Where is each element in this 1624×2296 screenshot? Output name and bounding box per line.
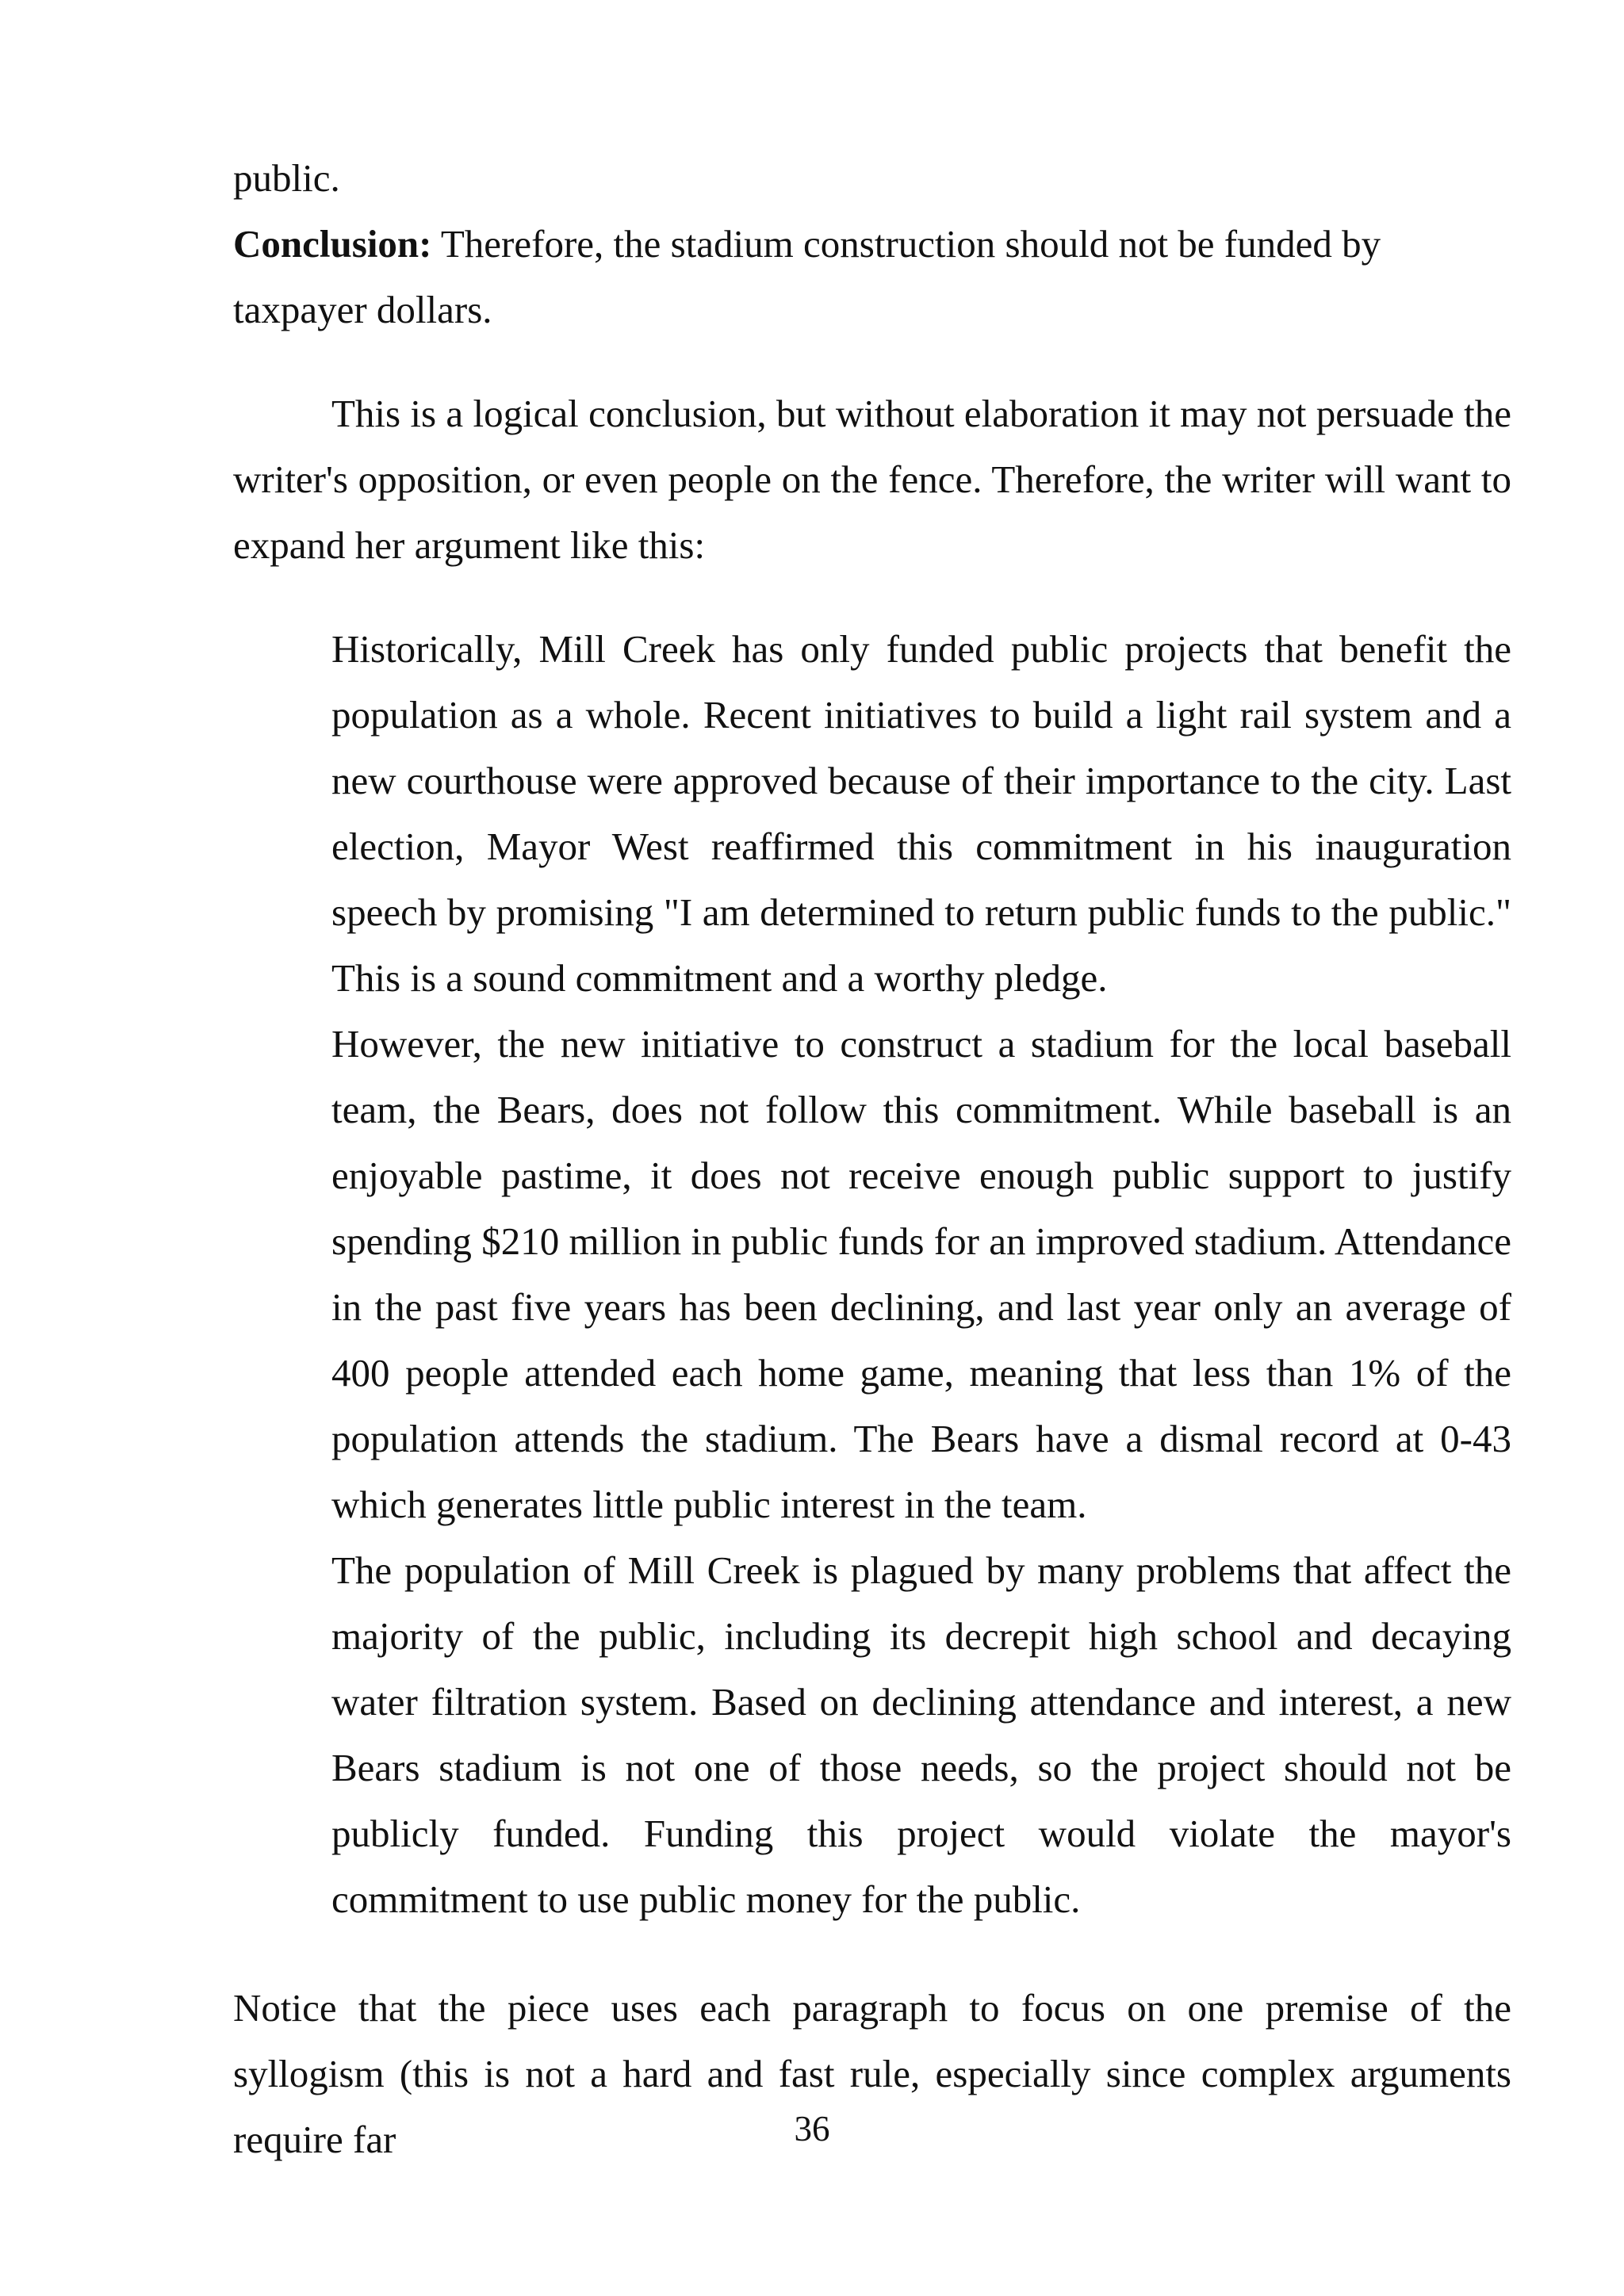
block-quote: [331, 616, 1511, 1932]
notice-paragraph: Notice that the piece uses each paragraph to focus on one premise of the syllogism (this is not a hard and fast rule, especially since complex arguments require far: [233, 1986, 1511, 2161]
quote-paragraph-stadium: However, the new initiative to construct a stadium for the local baseball team, the Bears, does not follow this commitment. While baseball is an enjoyable pastime, it does not receive enough public support to justify spending $210 million in public funds for an improved stadium. Attendance in the past five years has been declining, and last year only an average of 400 people attended each home game, meaning that less than 1% of the population attends the stadium. The Bears have a dismal record at 0-43 which generates little public interest in the team.: [331, 1022, 1511, 1526]
conclusion-text: Therefore, the stadium construction should not be funded by taxpayer dollars.: [233, 222, 1381, 331]
intro-section: [233, 145, 1511, 342]
page-number: 36: [794, 2109, 830, 2149]
explanation-section: [233, 381, 1511, 578]
quote-paragraph-needs: The population of Mill Creek is plagued by many problems that affect the majority of the public, including its decrepit high school and decaying water filtration system. Based on declining attendance and interest, a new Bears stadium is not one of those needs, so the project should not be publicly funded. Funding this project would violate the mayor's commitment to use public money for the public.: [331, 1548, 1511, 1921]
carryover-line: public.: [233, 156, 340, 200]
conclusion-paragraph: [233, 211, 1511, 342]
conclusion-label: Conclusion:: [233, 222, 432, 266]
explanation-paragraph: This is a logical conclusion, but without elaboration it may not persuade the writer's opposition, or even people on the fence. Therefore, the writer will want to expand her argument like this:: [233, 392, 1511, 567]
quote-paragraph-history: Historically, Mill Creek has only funded public projects that benefit the population as a whole. Recent initiatives to build a light rail system and a new courthouse were approved because of their importance to the city. Last election, Mayor West reaffirmed this commitment in his inauguration speech by promising "I am determined to return public funds to the public." This is a sound commitment and a worthy pledge.: [331, 627, 1511, 1000]
